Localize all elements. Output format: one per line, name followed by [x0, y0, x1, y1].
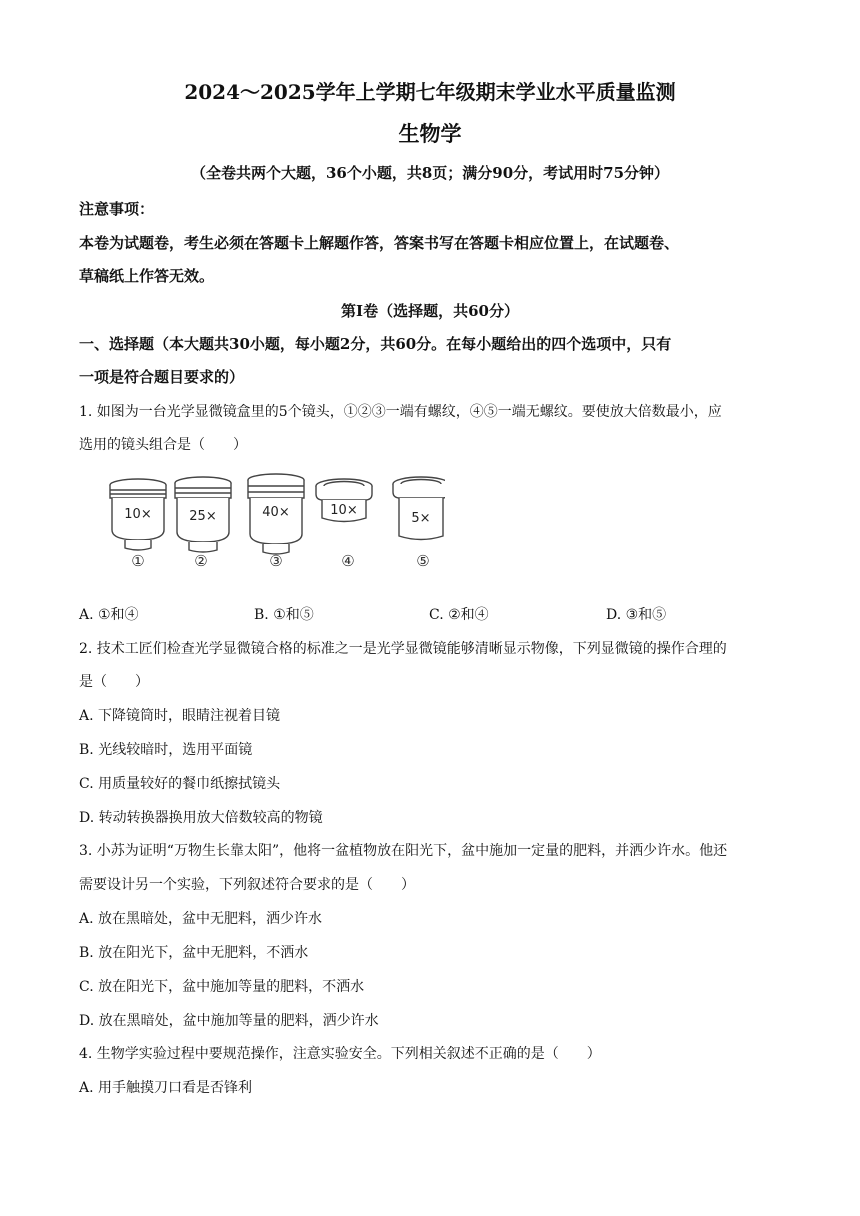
q2-option-d[interactable]: D. 转动转换器换用放大倍数较高的物镜	[79, 810, 323, 826]
lens-5	[393, 477, 445, 540]
lens-1-mag: 10×	[124, 507, 152, 522]
q4-option-a[interactable]: A. 用手触摸刀口看是否锋利	[79, 1080, 253, 1096]
q1-option-a[interactable]: A. ①和④	[79, 607, 139, 623]
q3-option-c[interactable]: C. 放在阳光下，盆中施加等量的肥料，不洒水	[79, 979, 365, 995]
lens-figure	[95, 468, 445, 576]
q2-option-a[interactable]: A. 下降镜筒时，眼睛注视着目镜	[79, 708, 281, 724]
subject-title: 生物学	[398, 121, 462, 146]
q1-stem-line-1: 1. 如图为一台光学显微镜盒里的5个镜头，①②③一端有螺纹，④⑤一端无螺纹。要使放大倍数最小，应	[79, 404, 722, 420]
q3-option-b[interactable]: B. 放在阳光下，盆中无肥料，不洒水	[79, 945, 309, 961]
q4-stem-line-1: 4. 生物学实验过程中要规范操作，注意实验安全。下列相关叙述不正确的是（ ）	[79, 1046, 601, 1062]
exam-title: 2024～2025学年上学期七年级期末学业水平质量监测	[184, 80, 676, 104]
exam-info: （全卷共两个大题，36个小题，共8页；满分90分，考试用时75分钟）	[190, 164, 670, 182]
q1-option-b[interactable]: B. ①和⑤	[254, 607, 314, 623]
lens-2-mag: 25×	[189, 509, 217, 524]
lens-4-num: ④	[341, 552, 355, 570]
q1-stem-line-2: 选用的镜头组合是（ ）	[79, 437, 247, 453]
q3-stem-line-1: 3. 小苏为证明“万物生长靠太阳”，他将一盆植物放在阳光下，盆中施加一定量的肥料，并洒少许水。他还	[79, 843, 728, 859]
q3-option-a[interactable]: A. 放在黑暗处，盆中无肥料，洒少许水	[79, 911, 323, 927]
lens-5-num: ⑤	[416, 552, 430, 570]
q3-option-d[interactable]: D. 放在黑暗处，盆中施加等量的肥料，洒少许水	[79, 1013, 379, 1029]
lens-5-mag: 5×	[411, 511, 431, 526]
lens-2-num: ②	[194, 552, 208, 570]
lens-3-num: ③	[269, 552, 283, 570]
notice-line-2: 草稿纸上作答无效。	[79, 267, 215, 285]
q2-stem-line-2: 是（ ）	[79, 674, 149, 690]
q2-option-c[interactable]: C. 用质量较好的餐巾纸擦拭镜头	[79, 776, 281, 792]
lens-4-mag: 10×	[330, 503, 358, 518]
q2-stem-line-1: 2. 技术工匠们检查光学显微镜合格的标准之一是光学显微镜能够清晰显示物像，下列显微镜的操作合理的	[79, 641, 727, 657]
q1-option-c[interactable]: C. ②和④	[429, 607, 489, 623]
section-title: 第Ⅰ卷（选择题，共60分）	[341, 302, 519, 320]
lens-3-mag: 40×	[262, 505, 290, 520]
section-heading-2: 一项是符合题目要求的）	[79, 368, 245, 386]
notice-line-1: 本卷为试题卷，考生必须在答题卡上解题作答，答案书写在答题卡相应位置上，在试题卷、	[79, 234, 680, 252]
section-heading-1: 一、选择题（本大题共30小题，每小题2分，共60分。在每小题给出的四个选项中，只有	[79, 335, 672, 353]
lens-1-num: ①	[131, 552, 145, 570]
notice-heading: 注意事项：	[79, 200, 155, 218]
q3-stem-line-2: 需要设计另一个实验，下列叙述符合要求的是（ ）	[79, 877, 415, 893]
q2-option-b[interactable]: B. 光线较暗时，选用平面镜	[79, 742, 253, 758]
q1-option-d[interactable]: D. ③和⑤	[606, 607, 667, 623]
